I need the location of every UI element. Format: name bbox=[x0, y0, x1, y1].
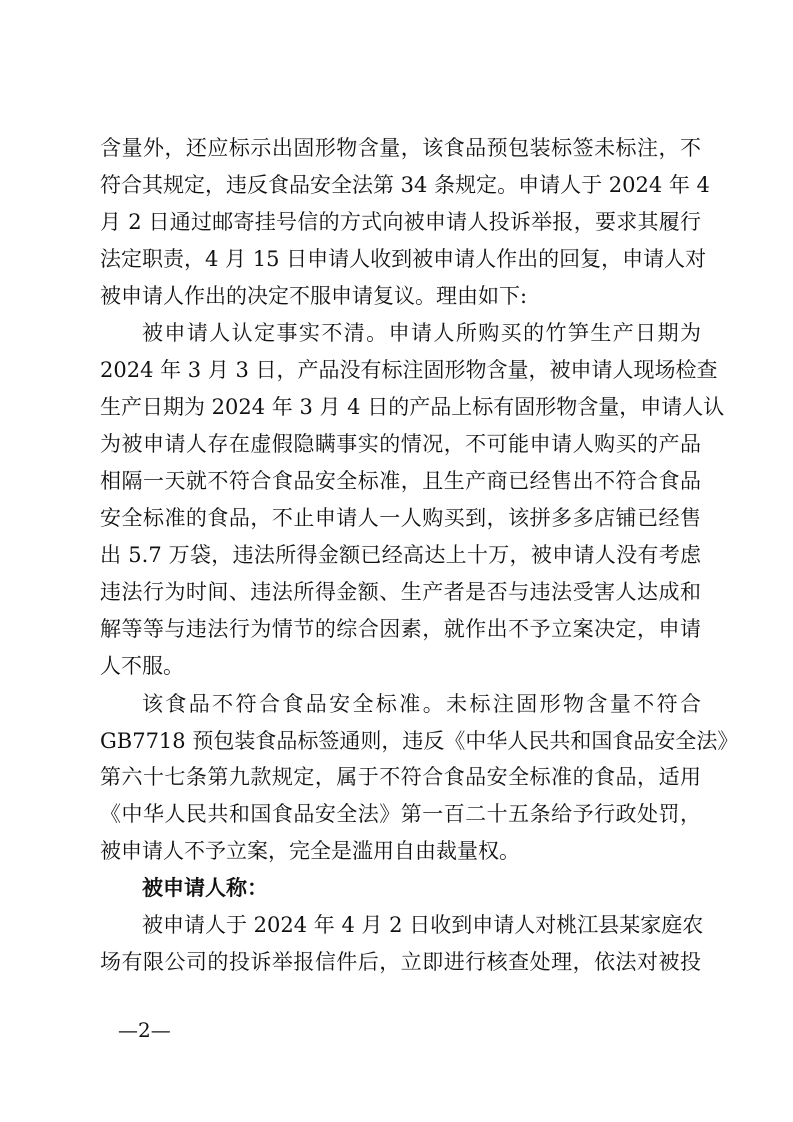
text-line: 为被申请人存在虚假隐瞒事实的情况，不可能申请人购买的产品 bbox=[100, 432, 701, 456]
text-line: 人不服。 bbox=[100, 654, 184, 678]
text-line: 月 2 日通过邮寄挂号信的方式向被申请人投诉举报，要求其履行 bbox=[100, 210, 701, 234]
paragraph-start: 被申请人于 2024 年 4 月 2 日收到申请人对桃江县某家庭农 bbox=[142, 913, 704, 937]
text-line: 安全标准的食品，不止申请人一人购买到，该拼多多店铺已经售 bbox=[100, 506, 701, 530]
text-line: 出 5.7 万袋，违法所得金额已经高达上十万，被申请人没有考虑 bbox=[100, 543, 701, 567]
text-line: 2024 年 3 月 3 日，产品没有标注固形物含量，被申请人现场检查 bbox=[100, 358, 718, 382]
paragraph-start: 该食品不符合食品安全标准。未标注固形物含量不符合 bbox=[142, 692, 701, 716]
paragraph-start: 被申请人认定事实不清。申请人所购买的竹笋生产日期为 bbox=[142, 321, 701, 345]
text-line: 被申请人作出的决定不服申请复议。理由如下: bbox=[100, 284, 528, 308]
text-line: 含量外，还应标示出固形物含量，该食品预包装标签未标注，不 bbox=[100, 136, 701, 160]
text-line: 《中华人民共和国食品安全法》第一百二十五条给予行政处罚， bbox=[100, 802, 701, 826]
text-line: 符合其规定，违反食品安全法第 34 条规定。申请人于 2024 年 4 bbox=[100, 173, 710, 197]
text-line: 违法行为时间、违法所得金额、生产者是否与违法受害人达成和 bbox=[100, 580, 701, 604]
text-line: 第六十七条第九款规定，属于不符合食品安全标准的食品，适用 bbox=[100, 765, 701, 789]
text-line: 法定职责，4 月 15 日申请人收到被申请人作出的回复，申请人对 bbox=[100, 247, 707, 271]
text-line: GB7718 预包装食品标签通则，违反《中华人民共和国食品安全法》 bbox=[100, 729, 739, 753]
text-line: 被申请人不予立案，完全是滥用自由裁量权。 bbox=[100, 839, 520, 863]
text-line: 相隔一天就不符合食品安全标准，且生产商已经售出不符合食品 bbox=[100, 469, 701, 493]
section-heading: 被申请人称： bbox=[142, 876, 268, 900]
page-number: —2— bbox=[118, 1018, 171, 1042]
text-line: 场有限公司的投诉举报信件后，立即进行核查处理，依法对被投 bbox=[100, 950, 701, 974]
text-line: 生产日期为 2024 年 3 月 4 日的产品上标有固形物含量，申请人认 bbox=[100, 395, 725, 419]
text-line: 解等等与违法行为情节的综合因素，就作出不予立案决定，申请 bbox=[100, 617, 701, 641]
